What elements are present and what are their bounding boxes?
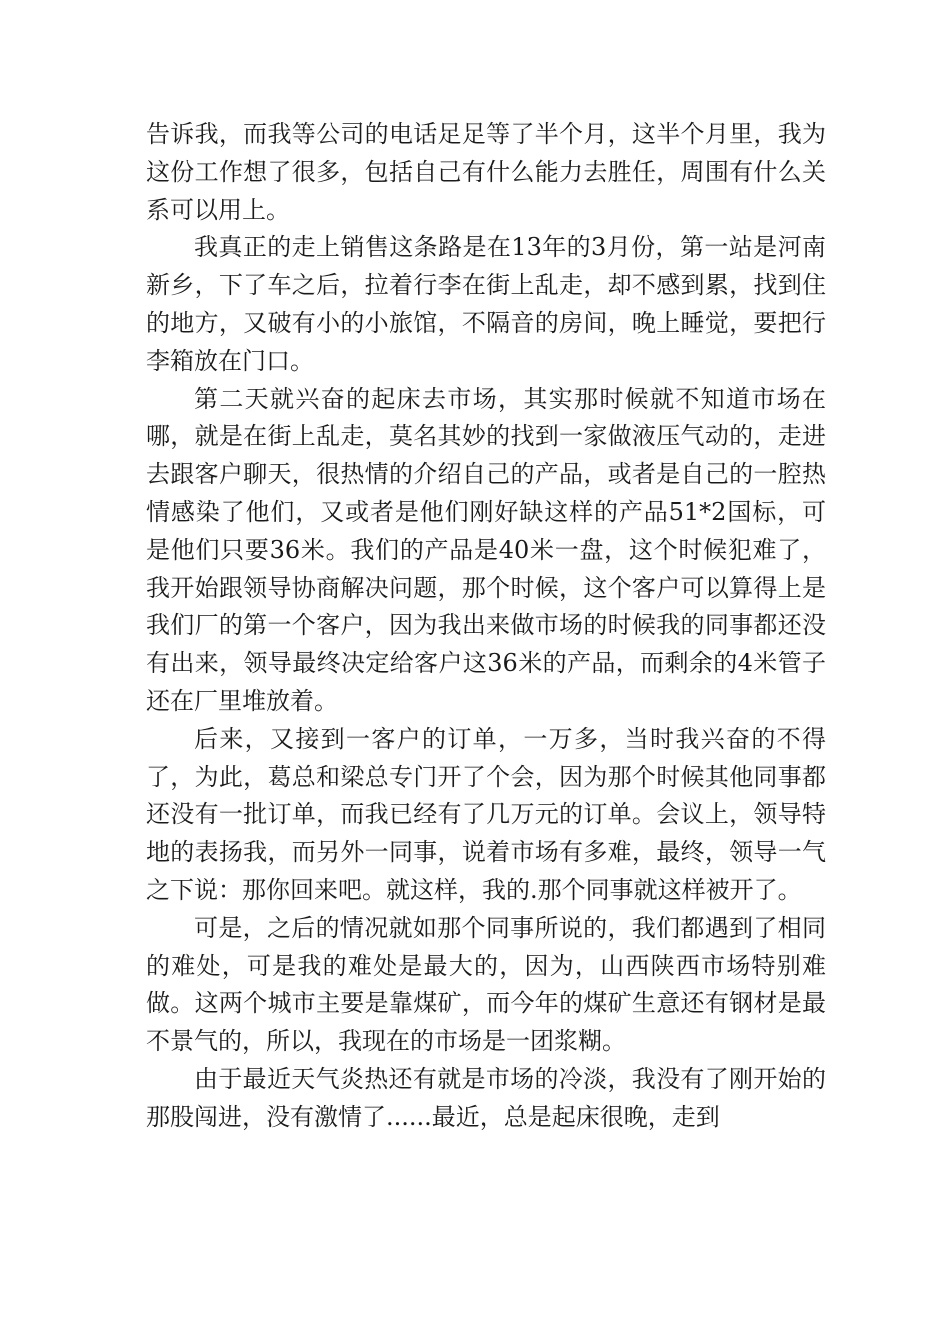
paragraph: 第二天就兴奋的起床去市场，其实那时候就不知道市场在哪，就是在街上乱走，莫名其妙的找到一家做液压气动的，走进去跟客户聊天，很热情的介绍自己的产品，或者是自己的一腔热情感染了他们，又或者是他们刚好缺这样的产品51*2国标，可是他们只要36米。我们的产品是40米一盘，这个时候犯难了，我开始跟领导协商解决问题，那个时候，这个客户可以算得上是我们厂的第一个客户，因为我出来做市场的时候我的同事都还没有出来，领导最终决定给客户这36米的产品，而剩余的4米管子还在厂里堆放着。 xyxy=(146,384,826,715)
paragraph: 后来，又接到一客户的订单，一万多，当时我兴奋的不得了，为此，葛总和梁总专门开了个会，因为那个时候其他同事都还没有一批订单，而我已经有了几万元的订单。会议上，领导特地的表扬我，而另外一同事，说着市场有多难，最终，领导一气之下说：那你回来吧。就这样，我的.那个同事就这样被开了。 xyxy=(146,724,826,904)
document-body xyxy=(146,116,826,1137)
paragraph-continued: 告诉我，而我等公司的电话足足等了半个月，这半个月里，我为这份工作想了很多，包括自己有什么能力去胜任，周围有什么关系可以用上。 xyxy=(146,120,826,224)
paragraph: 我真正的走上销售这条路是在13年的3月份，第一站是河南新乡，下了车之后，拉着行李在街上乱走，却不感到累，找到住的地方，又破有小的小旅馆，不隔音的房间，晚上睡觉，要把行李箱放在门口。 xyxy=(146,233,826,375)
paragraph: 可是，之后的情况就如那个同事所说的，我们都遇到了相同的难处，可是我的难处是最大的，因为，山西陕西市场特别难做。这两个城市主要是靠煤矿，而今年的煤矿生意还有钢材是最不景气的，所以，我现在的市场是一团浆糊。 xyxy=(146,913,826,1056)
paragraph: 由于最近天气炎热还有就是市场的冷淡，我没有了刚开始的那股闯进，没有激情了......最近，总是起床很晚，走到 xyxy=(146,1064,826,1131)
